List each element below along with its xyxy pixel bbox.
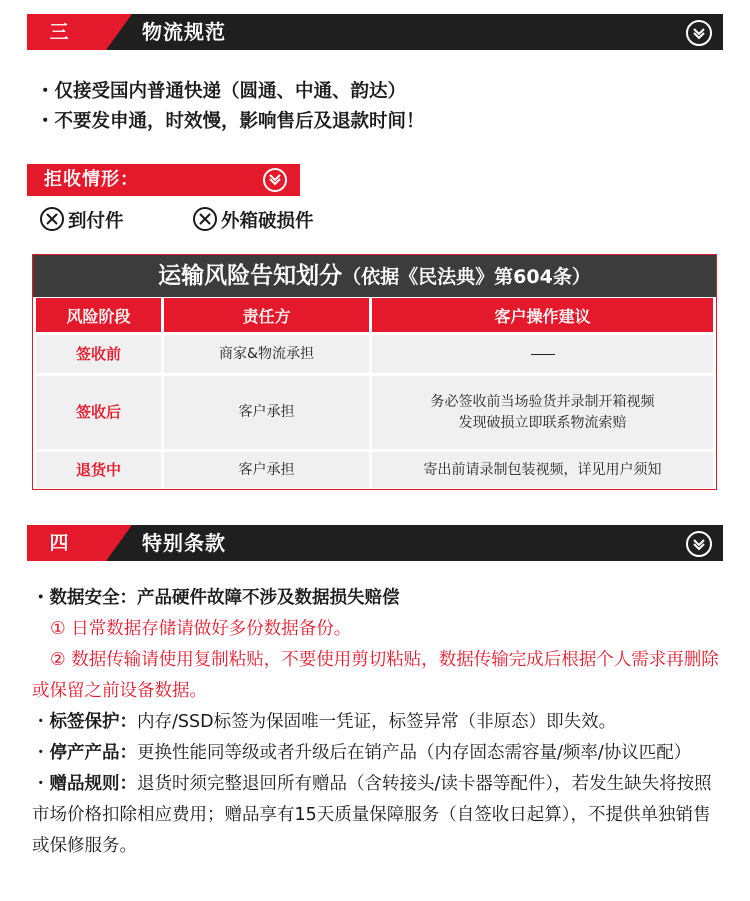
dash-mark (531, 354, 555, 355)
section-header-logistics (27, 14, 723, 50)
term-label-protection: ・标签保护：内存/SSD标签为保固唯一凭证，标签异常（非原态）即失效。 (32, 712, 617, 732)
refuse-item-cod: 到付件 (40, 207, 124, 233)
row-stage: 退货中 (36, 452, 161, 488)
courier-rule-1: ・仅接受国内普通快递（圆通、中通、韵达） (36, 81, 407, 102)
section-number: 三 (49, 21, 69, 43)
cross-circle-icon (193, 207, 217, 231)
risk-table (32, 254, 717, 490)
row-party: 客户承担 (164, 452, 369, 488)
refuse-label: 拒收情形： (44, 169, 139, 190)
term-note-1: ① 日常数据存储请做好多份数据备份。 (50, 619, 352, 639)
section-title: 物流规范 (142, 20, 226, 44)
section-number: 四 (49, 532, 69, 554)
row-advice: 寄出前请录制包装视频，详见用户须知 (372, 452, 713, 488)
row-advice (372, 335, 713, 373)
courier-rule-2: ・不要发申通，时效慢，影响售后及退款时间！ (36, 111, 425, 132)
section-header-special-terms (27, 525, 723, 561)
header-stage: 风险阶段 (36, 298, 161, 332)
refuse-item-damaged-box: 外箱破损件 (193, 207, 314, 233)
table-title: 运输风险告知划分（依据《民法典》第604条） (33, 255, 716, 297)
advice-line: 务必签收前当场验货并录制开箱视频 (430, 393, 655, 410)
row-stage: 签收后 (36, 376, 161, 449)
chevron-down-icon[interactable] (686, 531, 712, 557)
cross-circle-icon (40, 207, 64, 231)
header-accent-slant (106, 14, 132, 50)
row-party: 客户承担 (164, 376, 369, 449)
header-accent-slant (106, 525, 132, 561)
header-party: 责任方 (164, 298, 369, 332)
section-title: 特别条款 (142, 531, 226, 555)
term-note-2: ② 数据传输请使用复制粘贴，不要使用剪切粘贴，数据传输完成后根据个人需求再删除或保留之前设备数据。 (32, 650, 719, 701)
term-gift-rules: ・赠品规则：退货时须完整退回所有赠品（含转接头/读卡器等配件），若发生缺失将按照市场价格扣除相应费用；赠品享有15天质量保障服务（自签收日起算），不提供单独销售或保修服务。 (32, 774, 712, 856)
term-data-safety: ・数据安全：产品硬件故障不涉及数据损失赔偿 (32, 588, 400, 608)
header-advice: 客户操作建议 (372, 298, 713, 332)
special-terms-body (32, 583, 722, 862)
refuse-label-bar (27, 164, 300, 196)
row-advice (372, 376, 713, 449)
term-discontinued: ・停产产品：更换性能同等级或者升级后在销产品（内存固态需容量/频率/协议匹配） (32, 743, 692, 763)
chevron-down-icon[interactable] (686, 20, 712, 46)
row-party: 商家&物流承担 (164, 335, 369, 373)
chevron-down-icon[interactable] (263, 168, 287, 192)
row-stage: 签收前 (36, 335, 161, 373)
advice-line: 发现破损立即联系物流索赔 (458, 414, 627, 431)
